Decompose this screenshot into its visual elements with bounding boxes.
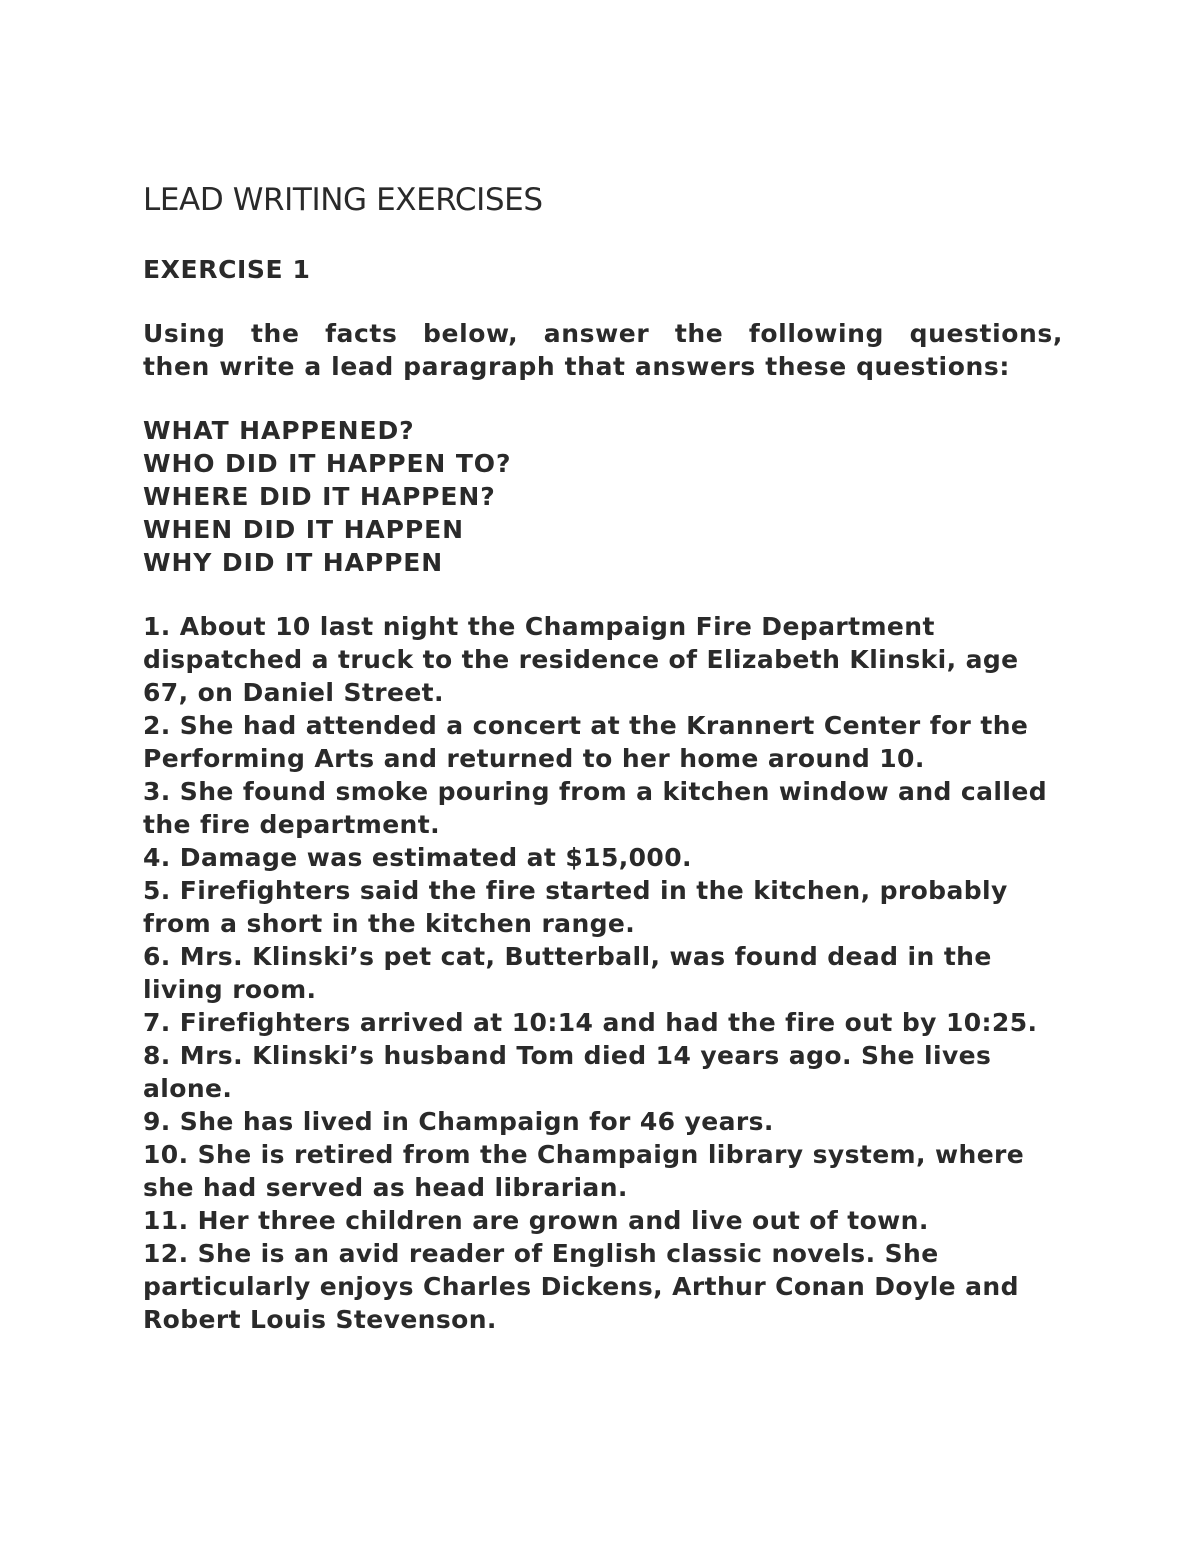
fact-item: 12. She is an avid reader of English classic novels. She particularly enjoys Charles Dickens, Arthur Conan Doyle and Robert Louis Stevenson. [143,1239,1019,1334]
fact-item: 7. Firefighters arrived at 10:14 and had the fire out by 10:25. [143,1008,1038,1037]
question-item: WHY DID IT HAPPEN [143,548,444,577]
instructions-line-2: then write a lead paragraph that answers these questions: [143,352,1010,381]
fact-item: 11. Her three children are grown and live out of town. [143,1206,929,1235]
fact-item: 9. She has lived in Champaign for 46 years. [143,1107,774,1136]
document-content [143,178,1063,1336]
document-title: LEAD WRITING EXERCISES [143,182,543,218]
fact-item: 2. She had attended a concert at the Krannert Center for the Performing Arts and returned to her home around 10. [143,711,1029,773]
fact-item: 3. She found smoke pouring from a kitchen window and called the fire department. [143,777,1047,839]
question-item: WHAT HAPPENED? [143,416,415,445]
fact-item: 6. Mrs. Klinski’s pet cat, Butterball, was found dead in the living room. [143,942,992,1004]
question-item: WHEN DID IT HAPPEN [143,515,464,544]
exercise-heading: EXERCISE 1 [143,255,311,284]
fact-list [143,610,1063,1336]
instructions-paragraph [143,317,1063,383]
fact-item: 8. Mrs. Klinski’s husband Tom died 14 years ago. She lives alone. [143,1041,992,1103]
fact-item: 10. She is retired from the Champaign library system, where she had served as head librarian. [143,1140,1025,1202]
question-item: WHERE DID IT HAPPEN? [143,482,496,511]
fact-item: 5. Firefighters said the fire started in the kitchen, probably from a short in the kitchen range. [143,876,1008,938]
question-list [143,414,1063,579]
question-item: WHO DID IT HAPPEN TO? [143,449,512,478]
fact-item: 4. Damage was estimated at $15,000. [143,843,692,872]
instructions-line-1: Using the facts below, answer the following questions, [143,319,1063,348]
fact-item: 1. About 10 last night the Champaign Fire Department dispatched a truck to the residence of Elizabeth Klinski, age 67, on Daniel Street. [143,612,1019,707]
